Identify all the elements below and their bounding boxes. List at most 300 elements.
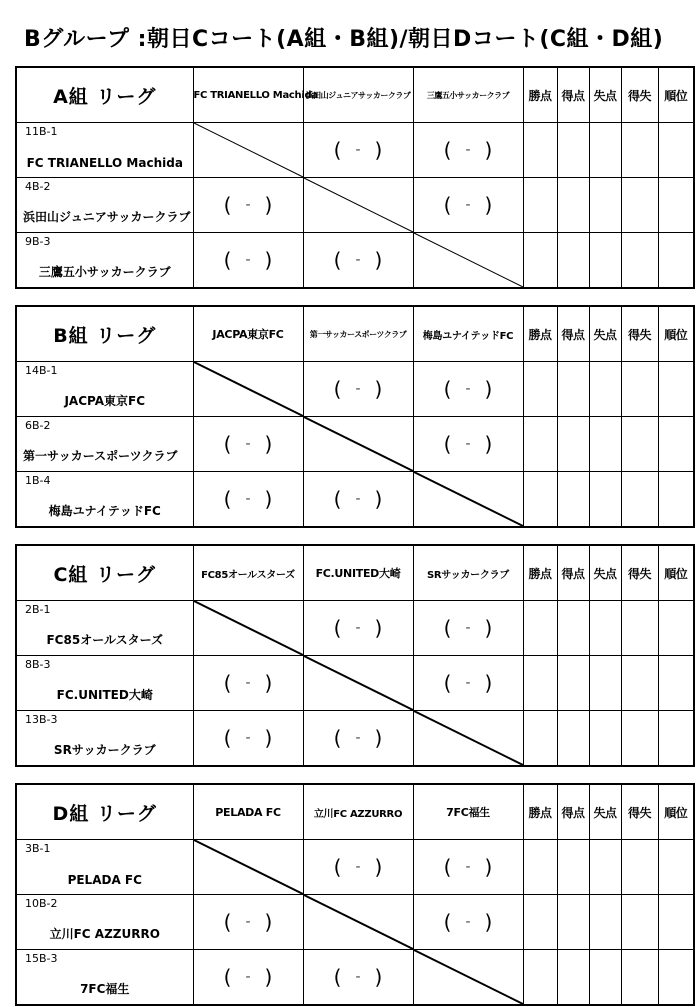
- team-row: [16, 472, 694, 528]
- opponent-header: FC85オールスターズ: [193, 545, 303, 601]
- team-code: 14B-1: [25, 364, 58, 377]
- score-cell[interactable]: [303, 950, 413, 1006]
- score-dash: -: [245, 197, 251, 213]
- open-paren: (: [443, 910, 452, 934]
- stat-cell[interactable]: [621, 950, 658, 1006]
- league-table: [15, 544, 695, 767]
- score-cell[interactable]: [193, 656, 303, 711]
- league-table: [15, 783, 695, 1006]
- score-dash: -: [465, 859, 471, 875]
- stat-cell[interactable]: [621, 895, 658, 950]
- score-cell[interactable]: [193, 711, 303, 767]
- stat-cell[interactable]: [523, 950, 557, 1006]
- self-match-cell: [413, 950, 523, 1006]
- stat-cell[interactable]: [523, 178, 557, 233]
- open-paren: (: [223, 726, 232, 750]
- score-entry[interactable]: [194, 656, 303, 710]
- team-name: 梅島ユナイテッドFC: [48, 504, 161, 518]
- score-cell[interactable]: [413, 895, 523, 950]
- diagonal-line: [414, 711, 523, 765]
- stat-header: 得失: [621, 67, 658, 123]
- score-entry[interactable]: [414, 123, 523, 177]
- team-row: [16, 362, 694, 417]
- stat-cell[interactable]: [658, 895, 694, 950]
- score-dash: -: [465, 197, 471, 213]
- score-cell[interactable]: [193, 233, 303, 289]
- stat-cell[interactable]: [589, 178, 621, 233]
- team-name: SRサッカークラブ: [53, 743, 156, 757]
- stat-cell[interactable]: [589, 472, 621, 528]
- score-cell[interactable]: [303, 362, 413, 417]
- score-cell[interactable]: [413, 840, 523, 895]
- close-paren: ): [484, 193, 493, 217]
- league-table: [15, 66, 695, 289]
- opponent-header: 7FC福生: [413, 784, 523, 840]
- team-row: [16, 601, 694, 656]
- stat-cell[interactable]: [589, 417, 621, 472]
- self-match-cell: [193, 123, 303, 178]
- team-row: [16, 840, 694, 895]
- open-paren: (: [333, 138, 342, 162]
- stat-header: 失点: [589, 67, 621, 123]
- stat-cell[interactable]: [621, 601, 658, 656]
- team-name: 浜田山ジュニアサッカークラブ: [23, 210, 191, 224]
- open-paren: (: [333, 965, 342, 989]
- stat-header: 得点: [557, 784, 589, 840]
- score-dash: -: [355, 969, 361, 985]
- stat-cell[interactable]: [557, 233, 589, 289]
- close-paren: ): [484, 855, 493, 879]
- team-code: 10B-2: [25, 897, 58, 910]
- close-paren: ): [374, 616, 383, 640]
- stat-cell[interactable]: [557, 601, 589, 656]
- team-cell: [16, 601, 193, 656]
- score-cell[interactable]: [303, 711, 413, 767]
- close-paren: ): [374, 487, 383, 511]
- opponent-header: 第一サッカースポーツクラブ: [303, 306, 413, 362]
- score-entry[interactable]: [194, 950, 303, 1004]
- opponent-header: 浜田山ジュニアサッカークラブ: [303, 67, 413, 123]
- diagonal-line: [304, 178, 413, 232]
- score-cell[interactable]: [413, 362, 523, 417]
- score-dash: -: [465, 436, 471, 452]
- team-code: 13B-3: [25, 713, 58, 726]
- diagonal-line: [194, 123, 303, 177]
- stat-cell[interactable]: [589, 601, 621, 656]
- stat-cell[interactable]: [589, 233, 621, 289]
- score-dash: -: [465, 914, 471, 930]
- score-dash: -: [465, 142, 471, 158]
- score-cell[interactable]: [413, 417, 523, 472]
- score-cell[interactable]: [193, 950, 303, 1006]
- score-cell[interactable]: [303, 840, 413, 895]
- self-match-cell: [193, 840, 303, 895]
- self-match-cell: [413, 711, 523, 767]
- score-cell[interactable]: [193, 472, 303, 528]
- team-row: [16, 417, 694, 472]
- league-name: A組 リーグ: [16, 67, 193, 123]
- stat-cell[interactable]: [621, 711, 658, 767]
- score-entry[interactable]: [194, 895, 303, 949]
- score-cell[interactable]: [413, 178, 523, 233]
- score-dash: -: [245, 730, 251, 746]
- open-paren: (: [223, 193, 232, 217]
- diagonal-line: [304, 895, 413, 949]
- score-cell[interactable]: [303, 601, 413, 656]
- team-code: 1B-4: [25, 474, 51, 487]
- close-paren: ): [484, 138, 493, 162]
- close-paren: ): [484, 616, 493, 640]
- open-paren: (: [223, 432, 232, 456]
- team-name: FC.UNITED大崎: [56, 688, 153, 702]
- stat-cell[interactable]: [621, 233, 658, 289]
- score-entry[interactable]: [304, 362, 413, 416]
- self-match-cell: [303, 178, 413, 233]
- close-paren: ): [264, 248, 273, 272]
- score-entry[interactable]: [414, 417, 523, 471]
- score-dash: -: [465, 381, 471, 397]
- close-paren: ): [374, 855, 383, 879]
- stat-cell[interactable]: [658, 123, 694, 178]
- close-paren: ): [264, 671, 273, 695]
- open-paren: (: [223, 248, 232, 272]
- open-paren: (: [333, 616, 342, 640]
- score-dash: -: [465, 620, 471, 636]
- close-paren: ): [374, 377, 383, 401]
- open-paren: (: [223, 671, 232, 695]
- league-name: D組 リーグ: [16, 784, 193, 840]
- diagonal-line: [194, 362, 303, 416]
- team-cell: [16, 123, 193, 178]
- team-cell: [16, 362, 193, 417]
- stat-cell[interactable]: [589, 123, 621, 178]
- stat-cell[interactable]: [557, 417, 589, 472]
- open-paren: (: [443, 671, 452, 695]
- stat-cell[interactable]: [621, 656, 658, 711]
- stat-cell[interactable]: [523, 711, 557, 767]
- score-dash: -: [355, 142, 361, 158]
- team-name: 三鷹五小サッカークラブ: [38, 265, 171, 279]
- stat-cell[interactable]: [557, 950, 589, 1006]
- close-paren: ): [374, 138, 383, 162]
- opponent-header: 三鷹五小サッカークラブ: [413, 67, 523, 123]
- diagonal-line: [414, 472, 523, 526]
- score-dash: -: [355, 730, 361, 746]
- score-dash: -: [465, 675, 471, 691]
- stat-cell[interactable]: [658, 233, 694, 289]
- score-entry[interactable]: [304, 601, 413, 655]
- opponent-header: 梅島ユナイテッドFC: [413, 306, 523, 362]
- score-entry[interactable]: [304, 840, 413, 894]
- score-dash: -: [245, 436, 251, 452]
- stat-cell[interactable]: [658, 601, 694, 656]
- stat-cell[interactable]: [621, 178, 658, 233]
- score-entry[interactable]: [304, 950, 413, 1004]
- team-name: 第一サッカースポーツクラブ: [23, 449, 178, 463]
- team-cell: [16, 178, 193, 233]
- stat-header: 得失: [621, 306, 658, 362]
- stat-header: 勝点: [523, 784, 557, 840]
- stat-cell[interactable]: [523, 895, 557, 950]
- stat-cell[interactable]: [523, 362, 557, 417]
- score-dash: -: [245, 675, 251, 691]
- diagonal-line: [194, 840, 303, 894]
- close-paren: ): [264, 910, 273, 934]
- team-cell: [16, 417, 193, 472]
- score-entry[interactable]: [304, 472, 413, 526]
- team-row: [16, 895, 694, 950]
- score-dash: -: [245, 914, 251, 930]
- diagonal-line: [304, 417, 413, 471]
- stat-cell[interactable]: [589, 895, 621, 950]
- open-paren: (: [443, 377, 452, 401]
- score-dash: -: [245, 491, 251, 507]
- open-paren: (: [443, 616, 452, 640]
- close-paren: ): [264, 726, 273, 750]
- stat-cell[interactable]: [589, 950, 621, 1006]
- score-entry[interactable]: [304, 233, 413, 287]
- score-cell[interactable]: [413, 123, 523, 178]
- stat-header: 失点: [589, 545, 621, 601]
- close-paren: ): [484, 671, 493, 695]
- team-name: FC85オールスターズ: [46, 633, 163, 647]
- close-paren: ): [264, 487, 273, 511]
- league-1: [15, 305, 693, 528]
- team-cell: [16, 895, 193, 950]
- stat-cell[interactable]: [658, 950, 694, 1006]
- open-paren: (: [223, 487, 232, 511]
- stat-cell[interactable]: [658, 472, 694, 528]
- close-paren: ): [264, 965, 273, 989]
- stat-cell[interactable]: [523, 472, 557, 528]
- stat-cell[interactable]: [557, 840, 589, 895]
- league-name: C組 リーグ: [16, 545, 193, 601]
- team-row: [16, 123, 694, 178]
- stat-header: 勝点: [523, 67, 557, 123]
- league-3: [15, 783, 693, 1006]
- open-paren: (: [333, 855, 342, 879]
- score-entry[interactable]: [414, 656, 523, 710]
- team-row: [16, 950, 694, 1006]
- stat-cell[interactable]: [523, 601, 557, 656]
- opponent-header: FC.UNITED大崎: [303, 545, 413, 601]
- score-entry[interactable]: [194, 472, 303, 526]
- stat-header: 失点: [589, 306, 621, 362]
- stat-header: 得失: [621, 545, 658, 601]
- open-paren: (: [333, 248, 342, 272]
- stat-cell[interactable]: [589, 656, 621, 711]
- open-paren: (: [443, 193, 452, 217]
- score-entry[interactable]: [414, 178, 523, 232]
- team-code: 11B-1: [25, 125, 58, 138]
- open-paren: (: [333, 377, 342, 401]
- team-code: 9B-3: [25, 235, 51, 248]
- close-paren: ): [374, 248, 383, 272]
- stat-header: 勝点: [523, 306, 557, 362]
- score-dash: -: [355, 620, 361, 636]
- team-row: [16, 656, 694, 711]
- stat-cell[interactable]: [658, 840, 694, 895]
- score-dash: -: [245, 252, 251, 268]
- team-cell: [16, 950, 193, 1006]
- stat-cell[interactable]: [658, 362, 694, 417]
- league-2: [15, 544, 693, 767]
- score-entry[interactable]: [304, 711, 413, 765]
- stat-cell[interactable]: [589, 362, 621, 417]
- team-code: 6B-2: [25, 419, 51, 432]
- team-cell: [16, 656, 193, 711]
- stat-cell[interactable]: [557, 656, 589, 711]
- stat-header: 勝点: [523, 545, 557, 601]
- stat-cell[interactable]: [621, 840, 658, 895]
- close-paren: ): [374, 726, 383, 750]
- team-cell: [16, 840, 193, 895]
- team-name: 7FC福生: [80, 982, 130, 996]
- stat-header: 得点: [557, 67, 589, 123]
- diagonal-line: [414, 233, 523, 287]
- self-match-cell: [413, 233, 523, 289]
- score-dash: -: [355, 381, 361, 397]
- score-entry[interactable]: [304, 123, 413, 177]
- opponent-header: FC TRIANELLO Machida: [193, 67, 303, 123]
- stat-cell[interactable]: [557, 123, 589, 178]
- team-name: PELADA FC: [67, 873, 142, 887]
- diagonal-line: [414, 950, 523, 1004]
- score-entry[interactable]: [194, 417, 303, 471]
- stat-header: 得失: [621, 784, 658, 840]
- score-cell[interactable]: [413, 601, 523, 656]
- stat-header: 順位: [658, 545, 694, 601]
- stat-cell[interactable]: [523, 123, 557, 178]
- score-cell[interactable]: [193, 417, 303, 472]
- stat-cell[interactable]: [589, 711, 621, 767]
- opponent-header: 立川FC AZZURRO: [303, 784, 413, 840]
- score-entry[interactable]: [414, 840, 523, 894]
- stat-cell[interactable]: [557, 472, 589, 528]
- score-entry[interactable]: [194, 233, 303, 287]
- self-match-cell: [193, 362, 303, 417]
- team-code: 15B-3: [25, 952, 58, 965]
- close-paren: ): [484, 377, 493, 401]
- stat-header: 失点: [589, 784, 621, 840]
- score-dash: -: [245, 969, 251, 985]
- close-paren: ): [374, 965, 383, 989]
- stat-cell[interactable]: [557, 711, 589, 767]
- stat-cell[interactable]: [523, 417, 557, 472]
- open-paren: (: [223, 910, 232, 934]
- open-paren: (: [333, 487, 342, 511]
- team-cell: [16, 233, 193, 289]
- diagonal-line: [304, 656, 413, 710]
- self-match-cell: [303, 656, 413, 711]
- team-cell: [16, 711, 193, 767]
- team-code: 2B-1: [25, 603, 51, 616]
- stat-cell[interactable]: [658, 178, 694, 233]
- score-entry[interactable]: [414, 895, 523, 949]
- opponent-header: JACPA東京FC: [193, 306, 303, 362]
- close-paren: ): [264, 193, 273, 217]
- score-entry[interactable]: [194, 178, 303, 232]
- stat-cell[interactable]: [621, 472, 658, 528]
- team-code: 4B-2: [25, 180, 51, 193]
- stat-cell[interactable]: [658, 711, 694, 767]
- score-cell[interactable]: [413, 656, 523, 711]
- open-paren: (: [223, 965, 232, 989]
- stat-header: 得点: [557, 306, 589, 362]
- stat-header: 順位: [658, 306, 694, 362]
- score-dash: -: [355, 252, 361, 268]
- stat-cell[interactable]: [621, 417, 658, 472]
- score-cell[interactable]: [193, 895, 303, 950]
- stat-header: 順位: [658, 67, 694, 123]
- stat-cell[interactable]: [523, 233, 557, 289]
- score-dash: -: [355, 491, 361, 507]
- open-paren: (: [443, 138, 452, 162]
- close-paren: ): [484, 432, 493, 456]
- self-match-cell: [303, 417, 413, 472]
- stat-cell[interactable]: [557, 895, 589, 950]
- self-match-cell: [193, 601, 303, 656]
- league-name: B組 リーグ: [16, 306, 193, 362]
- stat-header: 得点: [557, 545, 589, 601]
- stat-cell[interactable]: [523, 840, 557, 895]
- opponent-header: PELADA FC: [193, 784, 303, 840]
- team-row: [16, 178, 694, 233]
- stat-cell[interactable]: [658, 417, 694, 472]
- team-code: 3B-1: [25, 842, 51, 855]
- score-cell[interactable]: [303, 123, 413, 178]
- league-header-row: [16, 545, 694, 601]
- team-cell: [16, 472, 193, 528]
- league-header-row: [16, 784, 694, 840]
- stat-cell[interactable]: [589, 840, 621, 895]
- stat-cell[interactable]: [557, 178, 589, 233]
- league-header-row: [16, 306, 694, 362]
- stat-cell[interactable]: [557, 362, 589, 417]
- team-code: 8B-3: [25, 658, 51, 671]
- league-table: [15, 305, 695, 528]
- self-match-cell: [413, 472, 523, 528]
- score-cell[interactable]: [193, 178, 303, 233]
- score-entry[interactable]: [414, 601, 523, 655]
- team-name: JACPA東京FC: [64, 394, 146, 408]
- open-paren: (: [443, 432, 452, 456]
- close-paren: ): [264, 432, 273, 456]
- open-paren: (: [443, 855, 452, 879]
- stat-cell[interactable]: [621, 362, 658, 417]
- self-match-cell: [303, 895, 413, 950]
- team-name: FC TRIANELLO Machida: [26, 156, 183, 170]
- score-cell[interactable]: [303, 233, 413, 289]
- open-paren: (: [333, 726, 342, 750]
- stat-cell[interactable]: [658, 656, 694, 711]
- score-entry[interactable]: [194, 711, 303, 765]
- league-0: [15, 66, 693, 289]
- team-name: 立川FC AZZURRO: [49, 927, 160, 941]
- league-header-row: [16, 67, 694, 123]
- team-row: [16, 233, 694, 289]
- close-paren: ): [484, 910, 493, 934]
- score-entry[interactable]: [414, 362, 523, 416]
- stat-cell[interactable]: [621, 123, 658, 178]
- stat-header: 順位: [658, 784, 694, 840]
- opponent-header: SRサッカークラブ: [413, 545, 523, 601]
- stat-cell[interactable]: [523, 656, 557, 711]
- score-cell[interactable]: [303, 472, 413, 528]
- diagonal-line: [194, 601, 303, 655]
- team-row: [16, 711, 694, 767]
- page-title: Bグループ :朝日Cコート(A組・B組)/朝日Dコート(C組・D組): [24, 27, 664, 52]
